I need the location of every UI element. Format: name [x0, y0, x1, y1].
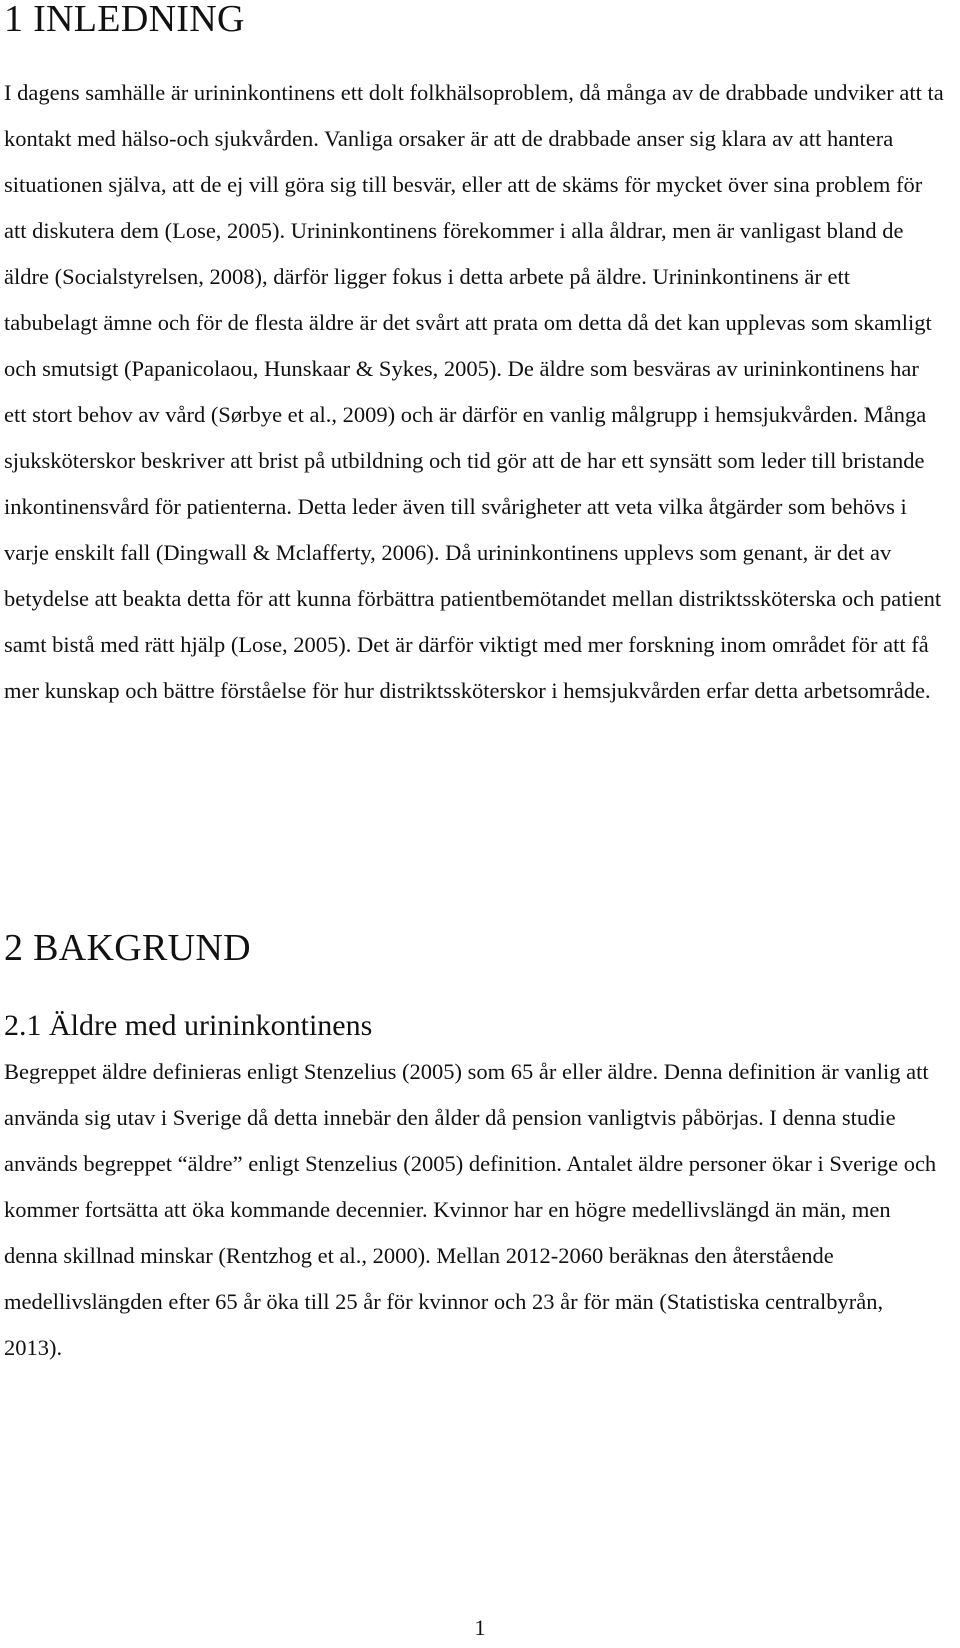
- chapter-heading-bakgrund: 2 BAKGRUND: [4, 927, 251, 969]
- section-heading-aldre: 2.1 Äldre med urininkontinens: [4, 1009, 373, 1042]
- intro-paragraph: I dagens samhälle är urininkontinens ett dolt folkhälsoproblem, då många av de drabbade undviker att ta kontakt med hälso-och sjukvården. Vanliga orsaker är att de drabbade anser sig klara av att hantera situationen själva, att de ej vill göra sig till besvär, eller att de skäms för mycket över sina problem för att diskutera dem (Lose, 2005). Urininkontinens förekommer i alla åldrar, men är vanligast bland de äldre (Socialstyrelsen, 2008), därför ligger fokus i detta arbete på äldre. Urininkontinens är ett tabubelagt ämne och för de flesta äldre är det svårt att prata om detta då det kan upplevas som skamligt och smutsigt (Papanicolaou, Hunskaar & Sykes, 2005). De äldre som besväras av urininkontinens har ett stort behov av vård (Sørbye et al., 2009) och är därför en vanlig målgrupp i hemsjukvården. Många sjuksköterskor beskriver att brist på utbildning och tid gör att de har ett synsätt som leder till bristande inkontinensvård för patienterna. Detta leder även till svårigheter att veta vilka åtgärder som behövs i varje enskilt fall (Dingwall & Mclafferty, 2006). Då urininkontinens upplevs som genant, är det av betydelse att beakta detta för att kunna förbättra patientbemötandet mellan distriktssköterska och patient samt bistå med rätt hjälp (Lose, 2005). Det är därför viktigt med mer forskning inom området för att få mer kunskap och bättre förståelse för hur distriktssköterskor i hemsjukvården erfar detta arbetsområde.: [4, 80, 944, 703]
- bakgrund-paragraph: Begreppet äldre definieras enligt Stenzelius (2005) som 65 år eller äldre. Denna definition är vanlig att använda sig utav i Sverige då detta innebär den ålder då pension vanligtvis påbörjas. I denna studie används begreppet “äldre” enligt Stenzelius (2005) definition. Antalet äldre personer ökar i Sverige och kommer fortsätta att öka kommande decennier. Kvinnor har en högre medellivslängd än män, men denna skillnad minskar (Rentzhog et al., 2000). Mellan 2012-2060 beräknas den återstående medellivslängden efter 65 år öka till 25 år för kvinnor och 23 år för män (Statistiska centralbyrån, 2013).: [4, 1059, 937, 1360]
- page-number: 1: [474, 1615, 486, 1640]
- chapter-heading-inledning: 1 INLEDNING: [4, 0, 245, 40]
